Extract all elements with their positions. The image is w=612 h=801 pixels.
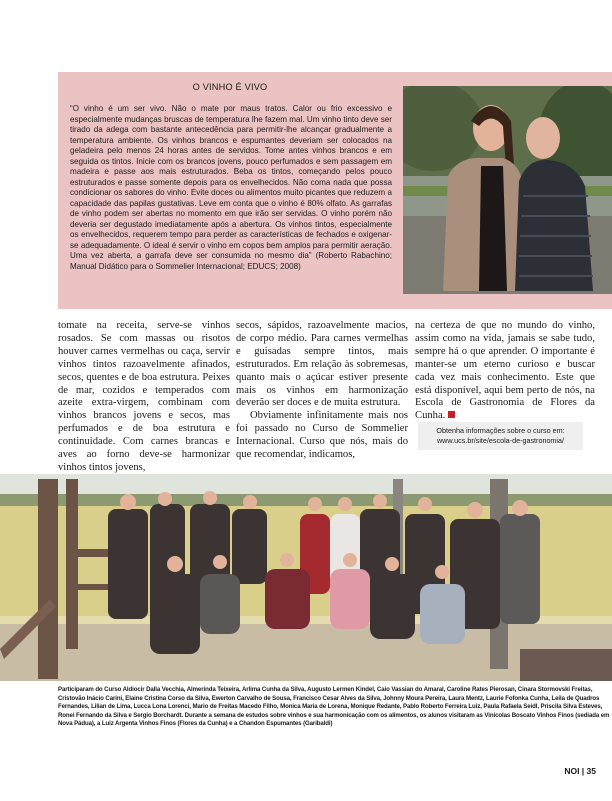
group-photo bbox=[0, 474, 612, 681]
sidebar-quote: “O vinho é um ser vivo. Não o mate por maus tratos. Calor ou frio excessivo e especialmente mudanças bruscas de temperatura lhe fazem mal. Um vinho tinto deve ser tirado da adega com bastante antecedência para permitir-lhe alcançar gradualmente a temperatura ambiente. Os vinhos brancos e espumantes deveriam ser colocados na geladeira pelo menos 24 horas antes de servidos. Tome antes vinhos brancos e em seguida os tintos. Inicie com os brancos jovens, pouco perfumados e sem passagem em madeira e passe aos mais estruturados. Beba os tintos, começando pelos pouco estruturados e passe somente depois para os envelhecidos. Não coma nada que possa condicionar os sabores do vinho. Evite doces ou alimentos muito picantes que reduzem a capacidade das papilas gustativas. Leve em conta que o vinho é 80% olfato. As garrafas de vinho podem ser abertas no momento em que irão ser servidas. O vinho porém não deveria ser degustado imediatamente após a abertura. Os vinhos tintos, especialmente os envelhecidos, requerem tempo para perder as características de fechados e oxigenar-se adequadamente. O ideal é servir o vinho em copos bem amplos para permitir aeração. Uma vez aberta, a garrafa deve ser consumida no mesmo dia” (Roberto Rabachino; Manual Didático para o Sommelier Internacional; EDUCS; 2008) bbox=[70, 104, 392, 271]
sidebar-title: O VINHO É VIVO bbox=[192, 82, 268, 92]
article-column-2 bbox=[236, 320, 408, 462]
article-paragraph: tomate na receita, serve-se vinhos rosados. Se com massas ou risotos houver carnes vermelhas ou caça, servir vinhos tintos razoavelmente afinados, secos, quentes e de boa estrutura. Peixes de mar, cozidos e temperados com azeite extra-virgem, combinam com vinhos brancos jovens e secos, mas perfumados e de boa estrutura e continuidade. Com carnes brancas e aves ao forno deve-se harmonizar vinhos tintos jovens, bbox=[58, 320, 230, 473]
group-image bbox=[0, 474, 612, 681]
article-paragraph: secos, sápidos, razoavelmente macios, de corpo médio. Para carnes vermelhas e guisadas sempre tintos, mais estruturados. Em relação às sobremesas, quanto mais o açúcar estiver presente mais os vinhos em harmonização deverão ser doces e de muita estrutura. bbox=[236, 320, 408, 409]
page-folio: NOI | 35 bbox=[564, 766, 596, 776]
article-paragraph: Obviamente infinitamente mais nos foi passado no Curso de Sommelier Internacional. Curso que nós, mais do que recomendar, indicamos, bbox=[236, 410, 408, 461]
info-line: Obtenha informações sobre o curso em: bbox=[436, 426, 565, 435]
end-mark-icon bbox=[448, 411, 455, 418]
article-column-3 bbox=[415, 320, 595, 423]
course-url-link[interactable]: www.ucs.br/site/escola-de-gastronomia/ bbox=[436, 436, 565, 445]
article-column-1 bbox=[58, 320, 230, 475]
article-closing-text: na certeza de que no mundo do vinho, assim como na vida, jamais se sabe tudo, sempre há o que aprender. O importante é manter-se um eterno curioso e buscar cada vez mais conhecimento. Este que está disponível, aqui bem perto de nós, na Escola de Gastronomia de Flores da Cunha. bbox=[415, 320, 595, 422]
course-info-box bbox=[418, 422, 583, 450]
article-paragraph bbox=[415, 320, 595, 423]
portrait-image bbox=[403, 86, 612, 294]
portrait-photo bbox=[403, 86, 612, 294]
photo-caption: Participaram do Curso Aldiocir Dalla Vecchia, Almerinda Teixeira, Arlima Cunha da Silva, Augusto Lermen Kindel, Caio Vassian do Amaral, Caroline Rates Pierosan, Cinara Stormovski Freitas, Cristovão Inácio Carini, Elaine Cristina Corso da Silva, Ewerton Carvalho de Sousa, Francisco Cesar Alves da Silva, Johnny Moura Pereira, Laura Mentz, Laurie Fofonka Cunha, Leila de Quadros Fernandes, Lilian de Lima, Lucca Lona Lorenci, Mario de Freitas Macedo Filho, Monica Maria de Lorena, Monique Redante, Pablo Roberto Ferreira Luiz, Paula Rafaela Seidl, Priscila Silva Esteves, Ronei Fernando da Silva e Sergio Borchardt. Durante a semana de estudos sobre vinhos e sua harmonicação com os alimentos, os alunos visitaram as Vinícolas Boscato Vinhos Finos (sediada em Nova Pádua), a Luiz Argenta Vinhos Finos (Flores da Cunha) e a Chandon Espumantes (Garibaldi) bbox=[58, 686, 610, 728]
